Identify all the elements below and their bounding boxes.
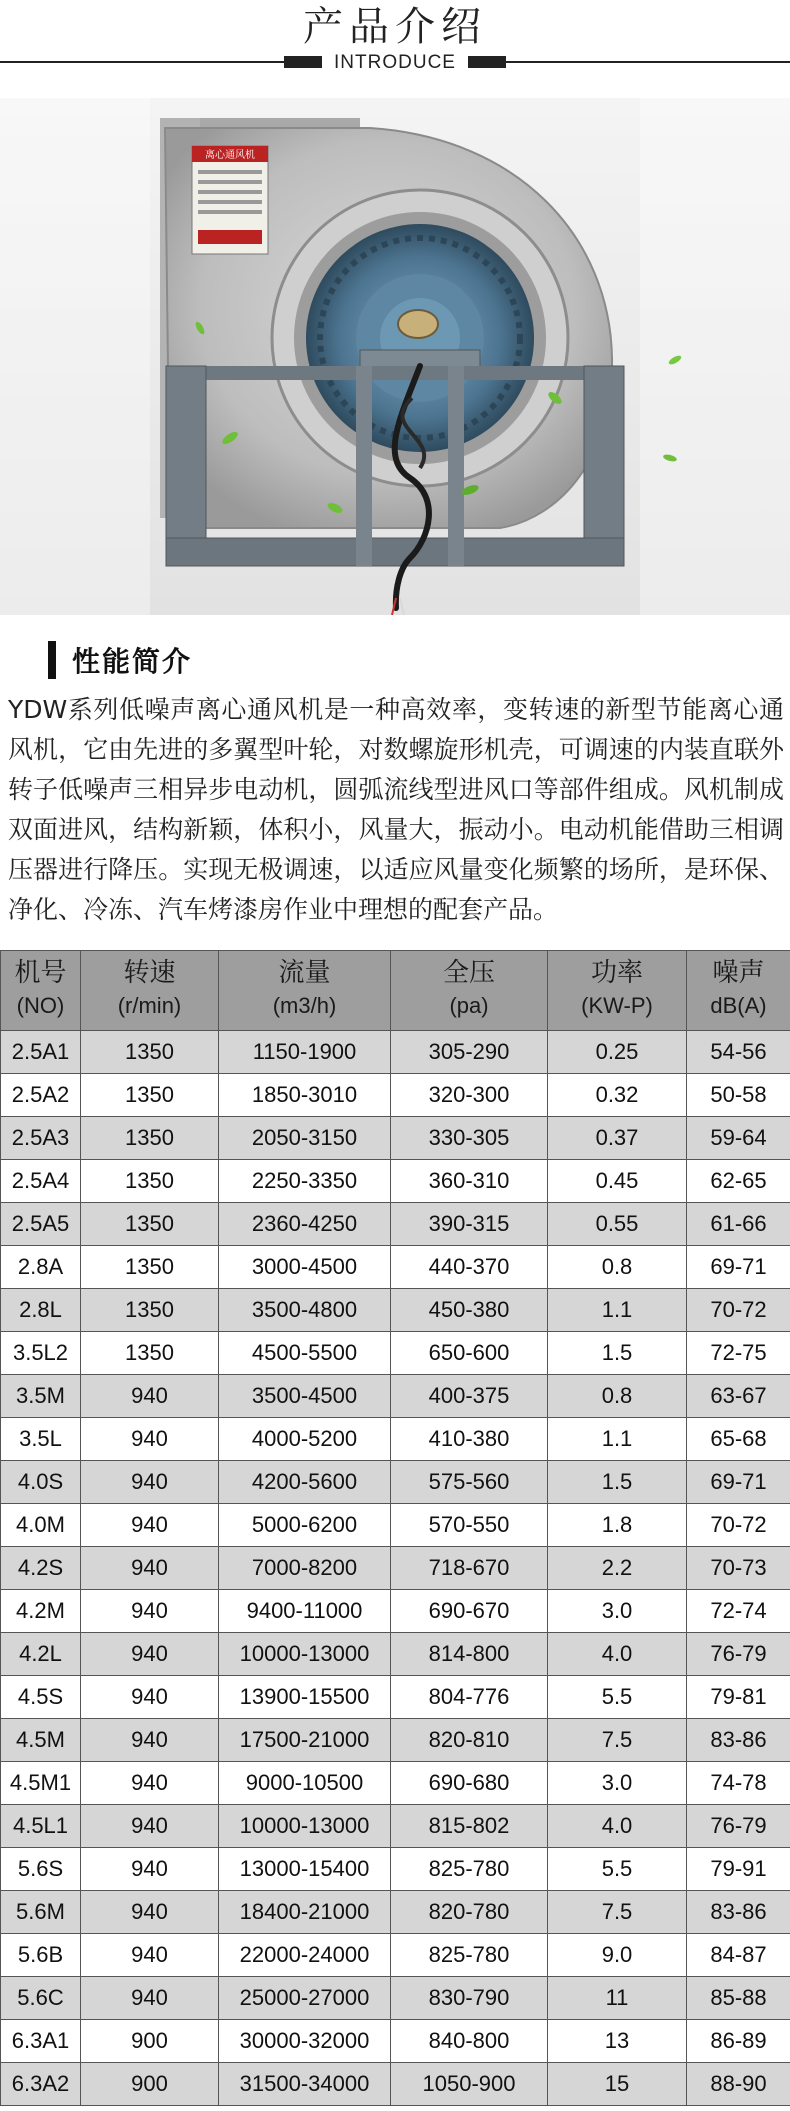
cell-pressure: 1050-900 <box>391 2063 548 2106</box>
cell-power: 0.37 <box>548 1117 687 1160</box>
table-row <box>1 1719 790 1762</box>
cell-power: 0.8 <box>548 1246 687 1289</box>
column-header-flow <box>219 951 391 1031</box>
cell-pressure: 320-300 <box>391 1074 548 1117</box>
cell-speed: 940 <box>81 1934 219 1977</box>
cell-flow: 22000-24000 <box>219 1934 391 1977</box>
table-row <box>1 2020 790 2063</box>
table-row <box>1 1117 790 1160</box>
section-heading-bar <box>48 641 56 679</box>
cell-model: 6.3A1 <box>1 2020 81 2063</box>
spec-table-body <box>1 1031 790 2106</box>
cell-noise: 79-81 <box>687 1676 790 1719</box>
cell-speed: 940 <box>81 1848 219 1891</box>
product-description: YDW系列低噪声离心通风机是一种高效率，变转速的新型节能离心通风机，它由先进的多翼型叶轮，对数螺旋形机壳，可调速的内装直联外转子低噪声三相异步电动机，圆弧流线型进风口等部件组成。风机制成双面进风，结构新颖，体积小，风量大，振动小。电动机能借助三相调压器进行降压。实现无极调速，以适应风量变化频繁的场所，是环保、净化、冷冻、汽车烤漆房作业中理想的配套产品。 <box>8 695 784 924</box>
column-header-unit: (KW-P) <box>581 993 653 1018</box>
cell-speed: 900 <box>81 2020 219 2063</box>
cell-flow: 3500-4500 <box>219 1375 391 1418</box>
cell-power: 1.8 <box>548 1504 687 1547</box>
cell-pressure: 820-810 <box>391 1719 548 1762</box>
cell-speed: 940 <box>81 1418 219 1461</box>
cell-noise: 65-68 <box>687 1418 790 1461</box>
cell-flow: 18400-21000 <box>219 1891 391 1934</box>
cell-model: 4.5M1 <box>1 1762 81 1805</box>
cell-power: 13 <box>548 2020 687 2063</box>
cell-model: 5.6B <box>1 1934 81 1977</box>
cell-model: 3.5M <box>1 1375 81 1418</box>
cell-flow: 7000-8200 <box>219 1547 391 1590</box>
cell-pressure: 450-380 <box>391 1289 548 1332</box>
cell-model: 4.0S <box>1 1461 81 1504</box>
cell-pressure: 825-780 <box>391 1848 548 1891</box>
column-header-label: 噪声 <box>712 958 765 988</box>
cell-model: 4.5M <box>1 1719 81 1762</box>
cell-model: 5.6S <box>1 1848 81 1891</box>
table-row <box>1 1375 790 1418</box>
cell-flow: 31500-34000 <box>219 2063 391 2106</box>
cell-power: 1.5 <box>548 1332 687 1375</box>
cell-pressure: 360-310 <box>391 1160 548 1203</box>
cell-model: 2.8A <box>1 1246 81 1289</box>
cell-pressure: 570-550 <box>391 1504 548 1547</box>
table-row <box>1 1590 790 1633</box>
column-header-pressure <box>391 951 548 1031</box>
table-row <box>1 1031 790 1074</box>
cell-model: 2.5A5 <box>1 1203 81 1246</box>
cell-noise: 50-58 <box>687 1074 790 1117</box>
header-divider-left <box>0 61 284 63</box>
cell-power: 11 <box>548 1977 687 2020</box>
cell-speed: 940 <box>81 1590 219 1633</box>
cell-speed: 1350 <box>81 1031 219 1074</box>
spec-table <box>0 950 790 2106</box>
cell-power: 0.45 <box>548 1160 687 1203</box>
table-row <box>1 2063 790 2106</box>
column-header-unit: dB(A) <box>710 993 767 1018</box>
table-row <box>1 1934 790 1977</box>
section-heading <box>48 639 192 681</box>
cell-noise: 72-74 <box>687 1590 790 1633</box>
cell-speed: 940 <box>81 1891 219 1934</box>
cell-speed: 940 <box>81 1461 219 1504</box>
cell-speed: 1350 <box>81 1203 219 1246</box>
cell-pressure: 305-290 <box>391 1031 548 1074</box>
cell-model: 2.5A2 <box>1 1074 81 1117</box>
cell-power: 7.5 <box>548 1891 687 1934</box>
cell-pressure: 650-600 <box>391 1332 548 1375</box>
table-row <box>1 1332 790 1375</box>
cell-noise: 69-71 <box>687 1461 790 1504</box>
table-row <box>1 1461 790 1504</box>
cell-flow: 13900-15500 <box>219 1676 391 1719</box>
cell-speed: 940 <box>81 1805 219 1848</box>
column-header-model <box>1 951 81 1031</box>
cell-flow: 3500-4800 <box>219 1289 391 1332</box>
cell-pressure: 330-305 <box>391 1117 548 1160</box>
cell-pressure: 440-370 <box>391 1246 548 1289</box>
cell-flow: 9400-11000 <box>219 1590 391 1633</box>
column-header-unit: (r/min) <box>117 993 182 1018</box>
cell-flow: 2250-3350 <box>219 1160 391 1203</box>
cell-pressure: 575-560 <box>391 1461 548 1504</box>
cell-power: 0.55 <box>548 1203 687 1246</box>
page-title: 产品介绍 <box>303 4 487 50</box>
column-header-unit: (m3/h) <box>272 993 337 1018</box>
cell-power: 9.0 <box>548 1934 687 1977</box>
cell-flow: 1850-3010 <box>219 1074 391 1117</box>
column-header-unit: (NO) <box>16 993 65 1018</box>
cell-flow: 30000-32000 <box>219 2020 391 2063</box>
cell-power: 4.0 <box>548 1633 687 1676</box>
column-header-speed <box>81 951 219 1031</box>
cell-speed: 1350 <box>81 1160 219 1203</box>
column-header-label: 全压 <box>442 958 495 988</box>
cell-flow: 25000-27000 <box>219 1977 391 2020</box>
cell-noise: 61-66 <box>687 1203 790 1246</box>
column-header-label: 机号 <box>14 958 67 988</box>
column-header-power <box>548 951 687 1031</box>
table-row <box>1 1246 790 1289</box>
cell-model: 2.5A4 <box>1 1160 81 1203</box>
table-row <box>1 1676 790 1719</box>
cell-power: 5.5 <box>548 1676 687 1719</box>
cell-pressure: 804-776 <box>391 1676 548 1719</box>
cell-model: 2.5A1 <box>1 1031 81 1074</box>
cell-model: 6.3A2 <box>1 2063 81 2106</box>
table-row <box>1 1289 790 1332</box>
cell-noise: 70-73 <box>687 1547 790 1590</box>
column-header-label: 功率 <box>590 958 643 988</box>
cell-noise: 79-91 <box>687 1848 790 1891</box>
cell-model: 3.5L2 <box>1 1332 81 1375</box>
cell-noise: 74-78 <box>687 1762 790 1805</box>
cell-speed: 940 <box>81 1633 219 1676</box>
cell-model: 4.2M <box>1 1590 81 1633</box>
cell-noise: 83-86 <box>687 1891 790 1934</box>
cell-speed: 940 <box>81 1676 219 1719</box>
product-photo <box>0 98 790 615</box>
cell-model: 4.2L <box>1 1633 81 1676</box>
cell-pressure: 825-780 <box>391 1934 548 1977</box>
cell-noise: 76-79 <box>687 1633 790 1676</box>
cell-model: 2.8L <box>1 1289 81 1332</box>
cell-model: 4.5S <box>1 1676 81 1719</box>
cell-pressure: 390-315 <box>391 1203 548 1246</box>
centrifugal-fan-illustration <box>0 98 790 615</box>
cell-pressure: 815-802 <box>391 1805 548 1848</box>
cell-model: 4.0M <box>1 1504 81 1547</box>
cell-flow: 4000-5200 <box>219 1418 391 1461</box>
cell-flow: 5000-6200 <box>219 1504 391 1547</box>
cell-noise: 76-79 <box>687 1805 790 1848</box>
header-divider-block-right <box>468 56 506 68</box>
column-header-unit: (pa) <box>449 993 489 1018</box>
cell-noise: 70-72 <box>687 1289 790 1332</box>
cell-model: 4.5L1 <box>1 1805 81 1848</box>
cell-model: 3.5L <box>1 1418 81 1461</box>
cell-speed: 1350 <box>81 1289 219 1332</box>
cell-pressure: 690-680 <box>391 1762 548 1805</box>
cell-flow: 2050-3150 <box>219 1117 391 1160</box>
page-header <box>0 0 790 78</box>
table-row <box>1 1418 790 1461</box>
cell-flow: 3000-4500 <box>219 1246 391 1289</box>
cell-pressure: 830-790 <box>391 1977 548 2020</box>
cell-speed: 940 <box>81 1547 219 1590</box>
table-row <box>1 1203 790 1246</box>
cell-power: 2.2 <box>548 1547 687 1590</box>
cell-power: 0.32 <box>548 1074 687 1117</box>
cell-power: 1.5 <box>548 1461 687 1504</box>
cell-power: 4.0 <box>548 1805 687 1848</box>
table-row <box>1 1848 790 1891</box>
cell-model: 5.6C <box>1 1977 81 2020</box>
section-heading-text: 性能简介 <box>72 645 193 678</box>
column-header-noise <box>687 951 790 1031</box>
cell-pressure: 410-380 <box>391 1418 548 1461</box>
cell-power: 1.1 <box>548 1418 687 1461</box>
cell-noise: 63-67 <box>687 1375 790 1418</box>
cell-noise: 70-72 <box>687 1504 790 1547</box>
table-row <box>1 1891 790 1934</box>
table-row <box>1 1074 790 1117</box>
table-row <box>1 1547 790 1590</box>
column-header-label: 流量 <box>278 958 331 988</box>
cell-noise: 54-56 <box>687 1031 790 1074</box>
cell-model: 5.6M <box>1 1891 81 1934</box>
cell-flow: 9000-10500 <box>219 1762 391 1805</box>
cell-noise: 88-90 <box>687 2063 790 2106</box>
cell-speed: 900 <box>81 2063 219 2106</box>
svg-text:离心通风机: 离心通风机 <box>205 150 255 161</box>
cell-flow: 13000-15400 <box>219 1848 391 1891</box>
cell-noise: 69-71 <box>687 1246 790 1289</box>
table-row <box>1 1633 790 1676</box>
cell-speed: 940 <box>81 1977 219 2020</box>
header-divider-block-left <box>284 56 322 68</box>
cell-noise: 83-86 <box>687 1719 790 1762</box>
cell-power: 3.0 <box>548 1762 687 1805</box>
table-row <box>1 1977 790 2020</box>
cell-power: 0.8 <box>548 1375 687 1418</box>
cell-pressure: 840-800 <box>391 2020 548 2063</box>
cell-noise: 86-89 <box>687 2020 790 2063</box>
cell-speed: 940 <box>81 1504 219 1547</box>
cell-speed: 1350 <box>81 1332 219 1375</box>
cell-speed: 1350 <box>81 1246 219 1289</box>
cell-power: 3.0 <box>548 1590 687 1633</box>
cell-power: 5.5 <box>548 1848 687 1891</box>
cell-flow: 4500-5500 <box>219 1332 391 1375</box>
cell-pressure: 718-670 <box>391 1547 548 1590</box>
table-row <box>1 1160 790 1203</box>
cell-flow: 4200-5600 <box>219 1461 391 1504</box>
page-subtitle: INTRODUCE <box>334 52 456 73</box>
cell-pressure: 690-670 <box>391 1590 548 1633</box>
table-header-row <box>1 951 790 1031</box>
cell-noise: 72-75 <box>687 1332 790 1375</box>
table-row <box>1 1805 790 1848</box>
header-divider-right <box>506 61 790 63</box>
cell-power: 1.1 <box>548 1289 687 1332</box>
table-row <box>1 1504 790 1547</box>
cell-flow: 10000-13000 <box>219 1633 391 1676</box>
cell-noise: 84-87 <box>687 1934 790 1977</box>
cell-pressure: 814-800 <box>391 1633 548 1676</box>
cell-noise: 85-88 <box>687 1977 790 2020</box>
cell-flow: 2360-4250 <box>219 1203 391 1246</box>
cell-flow: 1150-1900 <box>219 1031 391 1074</box>
cell-speed: 1350 <box>81 1117 219 1160</box>
column-header-label: 转速 <box>123 958 176 988</box>
cell-pressure: 400-375 <box>391 1375 548 1418</box>
cell-model: 2.5A3 <box>1 1117 81 1160</box>
cell-noise: 62-65 <box>687 1160 790 1203</box>
cell-power: 7.5 <box>548 1719 687 1762</box>
cell-speed: 940 <box>81 1719 219 1762</box>
cell-speed: 940 <box>81 1762 219 1805</box>
cell-speed: 1350 <box>81 1074 219 1117</box>
cell-pressure: 820-780 <box>391 1891 548 1934</box>
cell-speed: 940 <box>81 1375 219 1418</box>
cell-flow: 17500-21000 <box>219 1719 391 1762</box>
cell-noise: 59-64 <box>687 1117 790 1160</box>
cell-flow: 10000-13000 <box>219 1805 391 1848</box>
cell-power: 0.25 <box>548 1031 687 1074</box>
cell-power: 15 <box>548 2063 687 2106</box>
table-row <box>1 1762 790 1805</box>
cell-model: 4.2S <box>1 1547 81 1590</box>
nameplate <box>192 146 268 254</box>
